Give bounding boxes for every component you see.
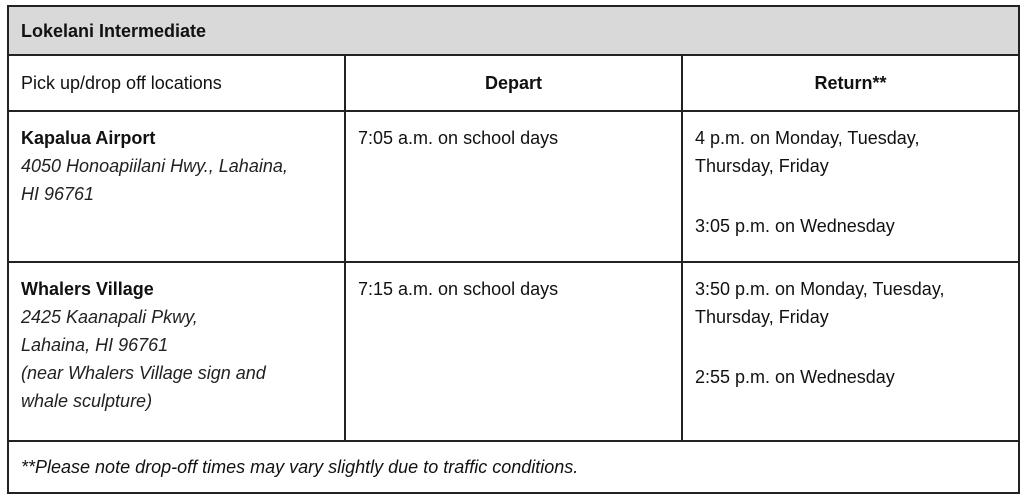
table-row <box>8 262 1019 441</box>
location-cell <box>8 262 345 441</box>
return-wednesday: 2:55 p.m. on Wednesday <box>695 367 895 387</box>
spacer <box>695 180 1006 212</box>
depart-cell: 7:05 a.m. on school days <box>345 111 682 262</box>
depart-cell: 7:15 a.m. on school days <box>345 262 682 441</box>
return-weekday-line: Thursday, Friday <box>695 307 829 327</box>
schedule-container <box>7 5 1018 494</box>
return-weekday-line: Thursday, Friday <box>695 156 829 176</box>
school-name-title: Lokelani Intermediate <box>8 6 1019 55</box>
table-title-row <box>8 6 1019 55</box>
return-cell <box>682 111 1019 262</box>
location-address-line: (near Whalers Village sign and <box>21 363 266 383</box>
return-weekday-line: 3:50 p.m. on Monday, Tuesday, <box>695 279 945 299</box>
location-name: Kapalua Airport <box>21 128 156 148</box>
return-weekday-line: 4 p.m. on Monday, Tuesday, <box>695 128 920 148</box>
location-address-line: 2425 Kaanapali Pkwy, <box>21 307 198 327</box>
table-header-row <box>8 55 1019 111</box>
bus-schedule-table <box>7 5 1020 494</box>
location-address-line: whale sculpture) <box>21 391 153 411</box>
header-depart: Depart <box>345 55 682 111</box>
return-cell <box>682 262 1019 441</box>
header-locations: Pick up/drop off locations <box>8 55 345 111</box>
header-return: Return** <box>682 55 1019 111</box>
return-wednesday: 3:05 p.m. on Wednesday <box>695 216 895 236</box>
location-address-line: Lahaina, HI 96761 <box>21 335 169 355</box>
location-name: Whalers Village <box>21 279 154 299</box>
table-row <box>8 111 1019 262</box>
table-note-row <box>8 441 1019 493</box>
location-cell <box>8 111 345 262</box>
traffic-note: **Please note drop-off times may vary slightly due to traffic conditions. <box>8 441 1019 493</box>
location-address-line: HI 96761 <box>21 184 95 204</box>
spacer <box>695 331 1006 363</box>
location-address-line: 4050 Honoapiilani Hwy., Lahaina, <box>21 156 288 176</box>
